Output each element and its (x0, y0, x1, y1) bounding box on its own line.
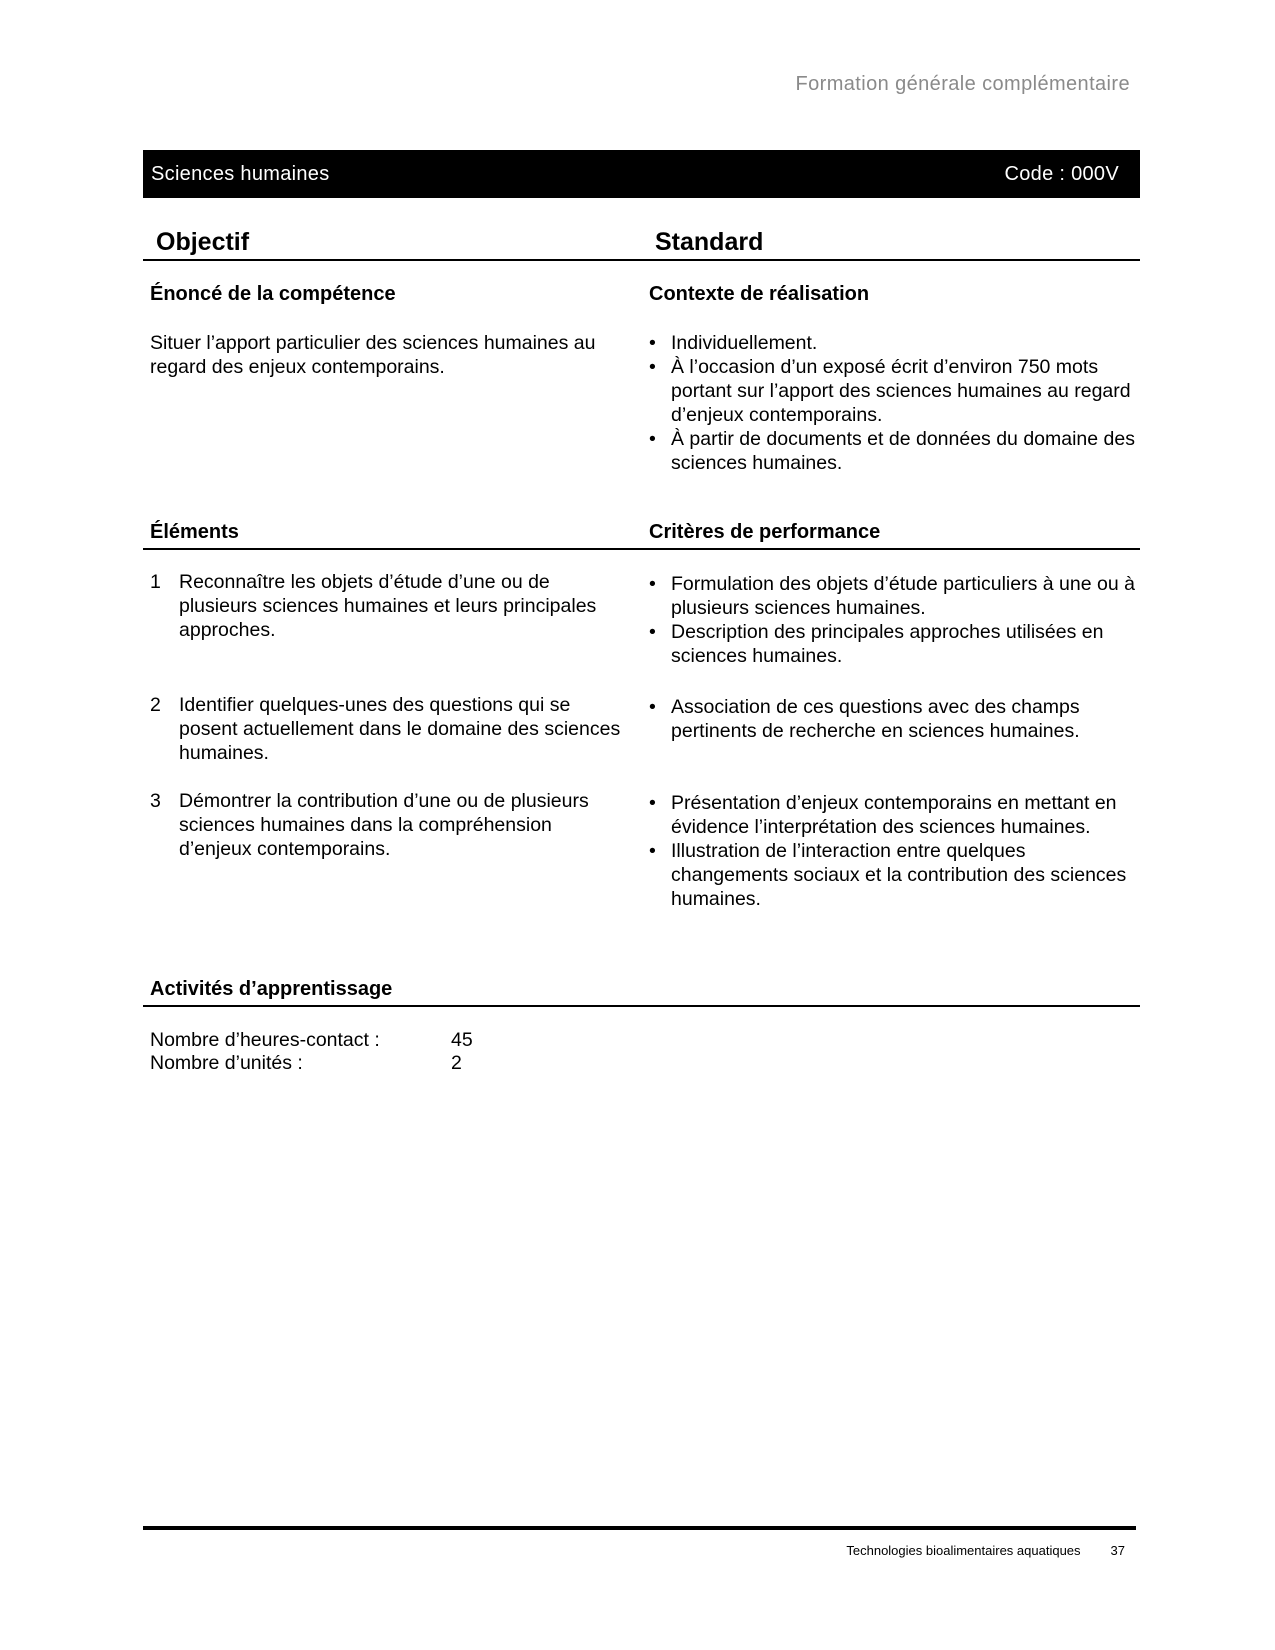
unites-label: Nombre d’unités : (150, 1052, 303, 1074)
criteres-heading: Critères de performance (649, 521, 881, 543)
contexte-heading: Contexte de réalisation (649, 283, 870, 305)
bullet-icon: • (649, 696, 656, 718)
bullet-icon: • (649, 428, 656, 450)
competence-text: Situer l’apport particulier des sciences humaines au regard des enjeux contemporains. (150, 332, 596, 378)
bullet-icon: • (649, 792, 656, 814)
list-item: • Individuellement. (649, 332, 818, 354)
page-number: 37 (1110, 1543, 1125, 1558)
objectif-heading: Objectif (156, 228, 250, 256)
heures-label: Nombre d’heures-contact : (150, 1029, 380, 1051)
elements-heading: Éléments (150, 521, 239, 543)
unites-value: 2 (451, 1052, 462, 1074)
bullet-icon: • (649, 573, 656, 595)
standard-heading: Standard (655, 228, 764, 256)
element-number: 2 (150, 694, 161, 716)
element-number: 3 (150, 790, 161, 812)
element-number: 1 (150, 571, 161, 593)
bullet-icon: • (649, 332, 656, 354)
list-item: • Formulation des objets d’étude particuliers à une ou à plusieurs sciences humaines. (649, 573, 1135, 619)
footer (846, 1543, 1125, 1558)
bullet-icon: • (649, 840, 656, 862)
list-item: • À l’occasion d’un exposé écrit d’environ 750 mots portant sur l’apport des sciences humaines au regard d’enjeux contemporains. (649, 356, 1131, 426)
element-text: Reconnaître les objets d’étude d’une ou de plusieurs sciences humaines et leurs principales approches. (179, 571, 597, 641)
footer-rule (143, 1526, 1136, 1530)
course-title-bar (143, 150, 1140, 198)
bullet-icon: • (649, 356, 656, 378)
element-text: Démontrer la contribution d’une ou de plusieurs sciences humaines dans la compréhension d’enjeux contemporains. (179, 790, 589, 860)
running-header: Formation générale complémentaire (795, 73, 1130, 95)
list-item: • À partir de documents et de données du domaine des sciences humaines. (649, 428, 1135, 474)
criteria-list (649, 695, 1139, 743)
list-item: • Description des principales approches utilisées en sciences humaines. (649, 621, 1104, 667)
competence-heading: Énoncé de la compétence (150, 283, 396, 305)
heures-value: 45 (451, 1029, 473, 1051)
criteria-list (649, 791, 1139, 911)
course-code: Code : 000V (1004, 163, 1119, 185)
list-item: • Association de ces questions avec des champs pertinents de recherche en sciences humaines. (649, 696, 1080, 742)
footer-program: Technologies bioalimentaires aquatiques (846, 1543, 1081, 1558)
element-text: Identifier quelques-unes des questions qui se posent actuellement dans le domaine des sciences humaines. (179, 694, 621, 764)
list-item: • Présentation d’enjeux contemporains en mettant en évidence l’interprétation des sciences humaines. (649, 792, 1117, 838)
elements-divider (143, 548, 1140, 550)
activites-divider (143, 1005, 1140, 1007)
bullet-icon: • (649, 621, 656, 643)
list-item: • Illustration de l’interaction entre quelques changements sociaux et la contribution des sciences humaines. (649, 840, 1127, 910)
columns-divider (143, 259, 1140, 261)
activites-heading: Activités d’apprentissage (150, 978, 393, 1000)
course-name: Sciences humaines (151, 163, 330, 185)
criteria-list (649, 572, 1139, 668)
contexte-list (649, 331, 1139, 475)
